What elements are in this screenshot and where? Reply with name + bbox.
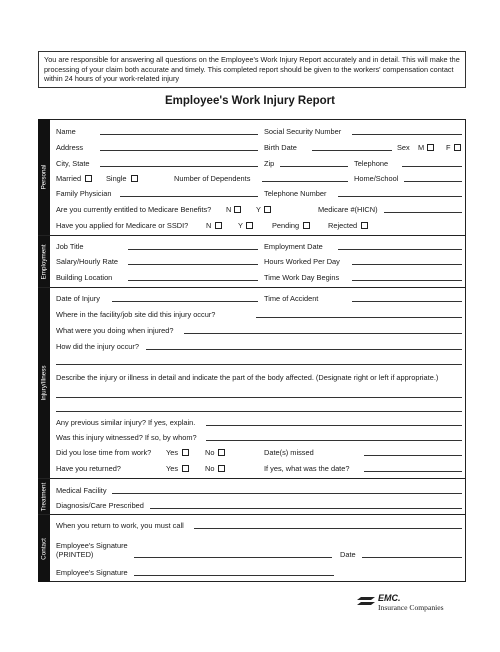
married-checkbox[interactable] — [85, 175, 92, 182]
emc-logo-mark-icon — [357, 597, 375, 605]
lose-time-yes-label: Yes — [166, 448, 179, 457]
salary-field[interactable] — [128, 264, 258, 265]
physician-field[interactable] — [120, 196, 258, 197]
injury-date-label: Date of Injury — [56, 294, 100, 303]
diagnosis-field[interactable] — [150, 508, 462, 509]
medicare-yes-label: Y — [256, 205, 261, 214]
section-tab-personal — [38, 119, 50, 235]
witnessed-field[interactable] — [206, 440, 462, 441]
doing-label: What were you doing when injured? — [56, 326, 174, 335]
instructions-notice: You are responsible for answering all questions on the Employee's Work Injury Report accurately and in detail. This will make the processing of your claim both accurate and timely. This completed report should be given to the workers' compensation contact within 24 hours of your work-related injury — [38, 51, 466, 88]
witnessed-label: Was this injury witnessed? If so, by whom? — [56, 433, 197, 442]
applied-yes-checkbox[interactable] — [246, 222, 253, 229]
sex-female-checkbox[interactable] — [454, 144, 461, 151]
logo-brand: EMC. — [378, 593, 401, 603]
name-field[interactable] — [100, 134, 258, 135]
pending-label: Pending — [272, 221, 300, 230]
physician-phone-label: Telephone Number — [264, 189, 327, 198]
lose-time-label: Did you lose time from work? — [56, 448, 152, 457]
single-label: Single — [106, 174, 127, 183]
single-checkbox[interactable] — [131, 175, 138, 182]
returned-label: Have you returned? — [56, 464, 121, 473]
return-date-label: If yes, what was the date? — [264, 464, 350, 473]
returned-no-checkbox[interactable] — [218, 465, 225, 472]
workday-begins-label: Time Work Day Begins — [264, 273, 340, 282]
section-label-contact: Contact — [40, 537, 48, 560]
returned-yes-label: Yes — [166, 464, 179, 473]
printed-signature-sublabel: (PRINTED) — [56, 550, 94, 559]
printed-signature-field[interactable] — [134, 557, 332, 558]
section-label-personal: Personal — [40, 164, 48, 190]
medical-facility-field[interactable] — [112, 493, 462, 494]
medicare-yes-checkbox[interactable] — [264, 206, 271, 213]
section-divider — [38, 287, 466, 288]
medicare-question: Are you currently entitled to Medicare Benefits? — [56, 205, 212, 214]
hours-label: Hours Worked Per Day — [264, 257, 340, 266]
address-field[interactable] — [100, 150, 258, 151]
workday-begins-field[interactable] — [352, 280, 462, 281]
how-label: How did the injury occur? — [56, 342, 139, 351]
return-date-field[interactable] — [364, 471, 462, 472]
returned-yes-checkbox[interactable] — [182, 465, 189, 472]
section-tab-treatment — [38, 479, 50, 514]
signature-field[interactable] — [134, 575, 334, 576]
lose-time-yes-checkbox[interactable] — [182, 449, 189, 456]
applied-no-label: N — [206, 221, 212, 230]
medicare-number-field[interactable] — [384, 212, 462, 213]
city-state-label: City, State — [56, 159, 90, 168]
ssn-field[interactable] — [352, 134, 462, 135]
medicare-number-label: Medicare #(HICN) — [318, 205, 378, 214]
zip-field[interactable] — [280, 166, 348, 167]
telephone-field[interactable] — [402, 166, 462, 167]
section-tab-injury — [38, 288, 50, 478]
doing-field[interactable] — [184, 333, 462, 334]
applied-no-checkbox[interactable] — [215, 222, 222, 229]
where-label: Where in the facility/job site did this injury occur? — [56, 310, 216, 319]
salary-label: Salary/Hourly Rate — [56, 257, 119, 266]
physician-phone-field[interactable] — [338, 196, 462, 197]
telephone-label: Telephone — [354, 159, 389, 168]
where-field[interactable] — [256, 317, 462, 318]
accident-time-field[interactable] — [352, 301, 462, 302]
birth-date-field[interactable] — [312, 150, 392, 151]
describe-field-continued[interactable] — [56, 411, 462, 412]
lose-time-no-label: No — [205, 448, 215, 457]
employment-date-label: Employment Date — [264, 242, 323, 251]
form-title: Employee's Work Injury Report — [165, 95, 335, 107]
printed-signature-label: Employee's Signature — [56, 541, 128, 550]
birth-date-label: Birth Date — [264, 143, 297, 152]
home-school-label: Home/School — [354, 174, 399, 183]
accident-time-label: Time of Accident — [264, 294, 319, 303]
sex-male-checkbox[interactable] — [427, 144, 434, 151]
hours-field[interactable] — [352, 264, 462, 265]
section-divider — [38, 235, 466, 236]
signature-date-field[interactable] — [362, 557, 462, 558]
zip-label: Zip — [264, 159, 275, 168]
medical-facility-label: Medical Facility — [56, 486, 107, 495]
section-label-injury: Injury/Illness — [40, 365, 48, 401]
employment-date-field[interactable] — [338, 249, 462, 250]
how-field[interactable] — [146, 349, 462, 350]
signature-date-label: Date — [340, 550, 356, 559]
describe-field[interactable] — [56, 397, 462, 398]
must-call-label: When you return to work, you must call — [56, 521, 184, 530]
previous-injury-field[interactable] — [206, 425, 462, 426]
signature-label: Employee's Signature — [56, 568, 128, 577]
building-location-label: Building Location — [56, 273, 113, 282]
how-field-continued[interactable] — [56, 364, 462, 365]
section-divider — [38, 514, 466, 515]
section-tab-contact — [38, 515, 50, 582]
previous-injury-label: Any previous similar injury? If yes, explain. — [56, 418, 196, 427]
logo-company: Insurance Companies — [378, 603, 444, 612]
rejected-label: Rejected — [328, 221, 358, 230]
name-label: Name — [56, 127, 76, 136]
diagnosis-label: Diagnosis/Care Prescribed — [56, 501, 144, 510]
section-divider — [38, 478, 466, 479]
sex-female-label: F — [446, 143, 451, 152]
dates-missed-label: Date(s) missed — [264, 448, 314, 457]
pending-checkbox[interactable] — [303, 222, 310, 229]
describe-label: Describe the injury or illness in detail and indicate the part of the body affected. (Designate right or left if appropriate.) — [56, 373, 439, 382]
job-title-field[interactable] — [128, 249, 258, 250]
section-label-treatment: Treatment — [40, 482, 48, 511]
section-tab-employment — [38, 236, 50, 287]
address-label: Address — [56, 143, 84, 152]
section-label-employment: Employment — [40, 244, 48, 279]
sex-label: Sex — [397, 143, 410, 152]
must-call-field[interactable] — [194, 528, 462, 529]
job-title-label: Job Title — [56, 242, 84, 251]
building-location-field[interactable] — [128, 280, 258, 281]
dates-missed-field[interactable] — [364, 455, 462, 456]
sex-male-label: M — [418, 143, 425, 152]
medicare-no-checkbox[interactable] — [234, 206, 241, 213]
physician-label: Family Physician — [56, 189, 112, 198]
lose-time-no-checkbox[interactable] — [218, 449, 225, 456]
married-label: Married — [56, 174, 82, 183]
applied-yes-label: Y — [238, 221, 243, 230]
city-state-field[interactable] — [100, 166, 258, 167]
dependents-field[interactable] — [262, 181, 348, 182]
ssn-label: Social Security Number — [264, 127, 342, 136]
home-school-field[interactable] — [404, 181, 462, 182]
medicare-no-label: N — [226, 205, 232, 214]
dependents-label: Number of Dependents — [174, 174, 251, 183]
rejected-checkbox[interactable] — [361, 222, 368, 229]
returned-no-label: No — [205, 464, 215, 473]
applied-question: Have you applied for Medicare or SSDI? — [56, 221, 189, 230]
injury-date-field[interactable] — [112, 301, 258, 302]
